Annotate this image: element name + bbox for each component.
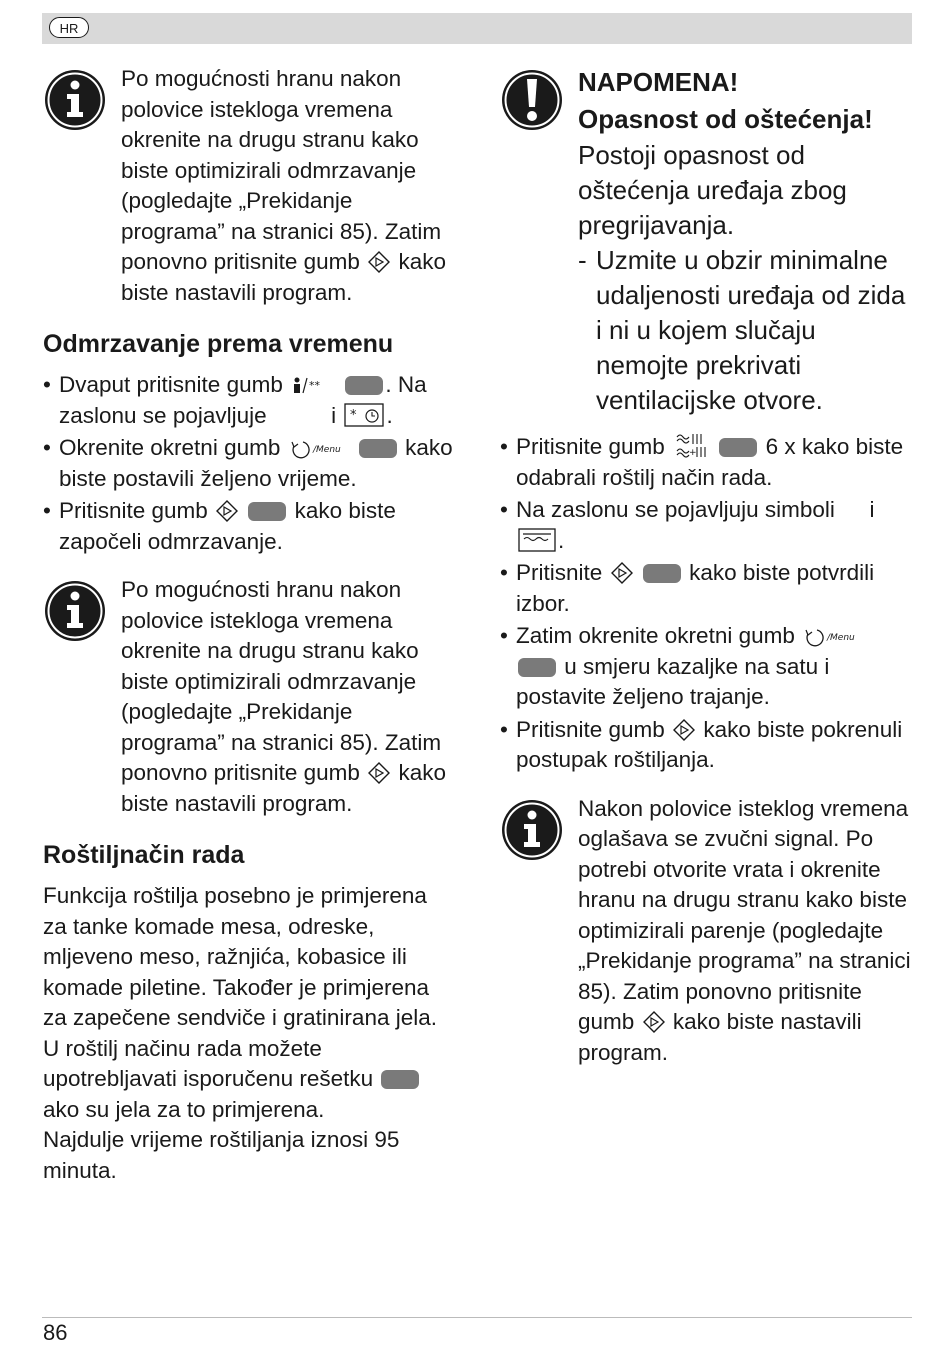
svg-text:+: +	[689, 448, 697, 458]
svg-text:/Menu: /Menu	[312, 445, 341, 455]
list-text: kako biste započeli odmrzavanje.	[59, 498, 396, 554]
list-text: Okrenite okretni gumb	[59, 435, 281, 460]
warning-dash-text: Uzmite u obzir minimalne udaljenosti uređaja od zida i ni u kojem slučaju nemojte prekrivati ventilacijske otvore.	[596, 245, 906, 415]
rotary-knob-icon	[289, 437, 349, 459]
info-icon	[500, 798, 564, 862]
list-item	[500, 715, 912, 776]
start-diamond-icon	[368, 762, 390, 784]
start-diamond-icon	[368, 251, 390, 273]
list-item	[43, 496, 455, 557]
start-diamond-icon	[611, 562, 633, 584]
defrost-steps	[43, 370, 455, 557]
key-button	[248, 502, 286, 521]
header-bar	[42, 13, 912, 44]
list-text: Dvaput pritisnite gumb	[59, 372, 283, 397]
grill-steps	[500, 432, 912, 776]
note-text: Nakon polovice isteklog vremena oglašava se zvučni signal. Po potrebi otvorite vrata i okrenite hranu na drugu stranu kako biste optimizirali parenje (pogledajte „Prekidanje programa” na stranici 85). Zatim ponovno pritisnite gumb	[578, 795, 911, 1034]
list-text: Na zaslonu se pojavljuju simboli	[516, 497, 835, 522]
list-item	[500, 432, 912, 493]
info-note-3	[500, 794, 912, 1069]
grill-paragraph-1: Funkcija roštilja posebno je primjerena za tanke komade mesa, odreske, mljeveno meso, ražnjića, kobasice ili komade piletine. Također je primjerena za zapečene sendviče i gratinirana jela.	[43, 883, 437, 1030]
list-item	[43, 370, 455, 431]
grill-paragraph-2	[43, 1034, 455, 1126]
list-text: .	[558, 527, 565, 553]
right-column	[500, 64, 912, 1088]
list-text: kako biste potvrdili izbor.	[516, 560, 875, 616]
list-text: u smjeru kazaljke na satu i postavite željeno trajanje.	[516, 653, 830, 709]
section-title-defrost: Odmrzavanje prema vremenu	[43, 330, 394, 358]
paragraph-text: ako su jela za to primjerena.	[43, 1096, 325, 1122]
start-diamond-icon	[673, 719, 695, 741]
key-button	[643, 564, 681, 583]
list-text: .	[386, 402, 393, 428]
list-text: Pritisnite gumb	[516, 434, 665, 459]
start-diamond-icon	[216, 500, 238, 522]
list-item	[500, 558, 912, 619]
list-text: . Na zaslonu se pojavljuje	[59, 372, 427, 428]
svg-text:*: *	[350, 407, 357, 423]
language-badge: HR	[49, 17, 89, 38]
note-text: Po mogućnosti hranu nakon polovice istekloga vremena okrenite na drugu stranu kako biste optimizirali odmrzavanje (pogledajte „Prekidanje programa” na stranici 85). Zatim ponovno pritisnite gumb	[121, 577, 442, 785]
grill-microwave-icon	[673, 432, 709, 458]
warning-note	[500, 64, 912, 418]
key-button	[518, 658, 556, 677]
start-diamond-icon	[643, 1011, 665, 1033]
info-note-2	[43, 575, 455, 819]
list-item	[43, 433, 455, 494]
defrost-weight-icon	[291, 376, 335, 396]
left-column	[43, 64, 455, 1186]
warning-dash-item: - Uzmite u obzir minimalne udaljenosti uređaja od zida i ni u kojem slučaju nemojte prekrivati ventilacijske otvore.	[578, 245, 906, 415]
defrost-timer-display-icon	[344, 403, 384, 427]
list-text: Pritisnite gumb	[59, 498, 208, 523]
list-item	[500, 621, 912, 713]
note-text-tail: kako biste nastavili program.	[121, 249, 446, 305]
note-text-tail: kako biste nastavili program.	[578, 1009, 862, 1065]
note-text: Po mogućnosti hranu nakon polovice istekloga vremena okrenite na drugu stranu kako biste optimizirali odmrzavanje (pogledajte „Prekidanje programa” na stranici 85). Zatim ponovno pritisnite gumb	[121, 66, 442, 274]
note-text-tail: kako biste nastavili program.	[121, 760, 446, 816]
rotary-knob-icon	[803, 625, 863, 647]
grill-paragraph-3: Najdulje vrijeme roštiljanja iznosi 95 minuta.	[43, 1127, 400, 1183]
svg-text:/Menu: /Menu	[827, 633, 855, 643]
key-button	[719, 438, 757, 457]
list-text: kako biste postavili željeno vrijeme.	[59, 435, 453, 491]
warning-title: NAPOMENA!	[578, 67, 739, 97]
info-icon	[43, 68, 107, 132]
key-button	[381, 1070, 419, 1089]
list-item	[500, 495, 912, 556]
footer-divider	[42, 1317, 912, 1318]
warning-exclamation-icon	[500, 68, 564, 132]
list-text: 6 x kako biste odabrali roštilj način rada.	[516, 434, 904, 490]
list-text: Pritisnite	[516, 560, 603, 585]
list-text: Pritisnite gumb	[516, 716, 665, 742]
section-title-grill: Roštiljnačin rada	[43, 841, 245, 869]
warning-text: Postoji opasnost od oštećenja uređaja zbog pregrijavanja.	[578, 140, 847, 240]
info-note-1	[43, 64, 455, 308]
key-button	[345, 376, 383, 395]
list-text: kako biste pokrenuli postupak roštiljanja.	[516, 716, 903, 772]
warning-subtitle: Opasnost od oštećenja!	[578, 104, 873, 134]
list-text: i	[869, 497, 875, 522]
grill-display-icon	[518, 528, 556, 552]
page-number: 86	[43, 1320, 68, 1345]
list-text: Zatim okrenite okretni gumb	[516, 623, 795, 648]
list-text: i	[331, 402, 337, 428]
paragraph-text: U roštilj načinu rada možete upotrebljavati isporučenu rešetku	[43, 1035, 374, 1091]
info-icon	[43, 579, 107, 643]
key-button	[359, 439, 397, 458]
svg-text:**: **	[309, 379, 321, 392]
